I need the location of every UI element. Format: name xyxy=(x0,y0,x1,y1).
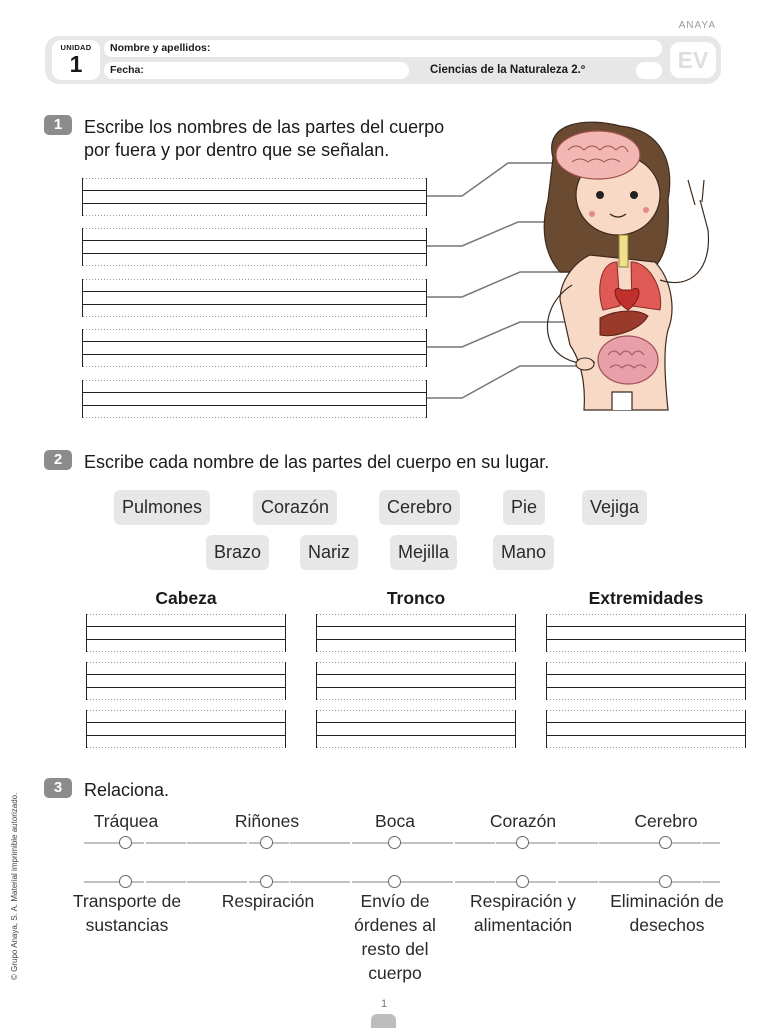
section-1-badge: 1 xyxy=(44,115,72,135)
relate-top-dot[interactable] xyxy=(119,836,132,849)
relate-top-word: Corazón xyxy=(489,811,557,831)
word-chip: Mano xyxy=(493,535,554,570)
answer-line-limbs-1[interactable] xyxy=(546,614,746,652)
pointer-hand xyxy=(427,366,580,398)
answer-line-trunk-3[interactable] xyxy=(316,710,516,748)
ev-badge: EV xyxy=(670,42,716,78)
answer-line-trunk-2[interactable] xyxy=(316,662,516,700)
section-3-instruction: Relaciona. xyxy=(84,780,170,800)
copyright-notice: © Grupo Anaya, S. A. Material imprimible autorizado. xyxy=(10,792,19,980)
page-number: 1 xyxy=(380,998,388,1010)
answer-line-limbs-2[interactable] xyxy=(546,662,746,700)
relate-bottom-word: Respiración y alimentación xyxy=(469,891,577,935)
relate-bottom-dot[interactable] xyxy=(659,875,672,888)
word-chip: Brazo xyxy=(206,535,269,570)
word-chip: Mejilla xyxy=(390,535,457,570)
section-2-instruction: Escribe cada nombre de las partes del cuerpo en su lugar. xyxy=(84,452,550,472)
word-chip: Vejiga xyxy=(582,490,647,525)
relate-bottom-word: Transporte de sustancias xyxy=(72,891,182,935)
relate-bottom-dot[interactable] xyxy=(119,875,132,888)
relate-top-word: Riñones xyxy=(234,811,300,831)
relate-top-word: Cerebro xyxy=(634,811,698,831)
relate-top-dot[interactable] xyxy=(260,836,273,849)
word-chip: Nariz xyxy=(300,535,358,570)
word-chip: Cerebro xyxy=(379,490,460,525)
column-title-limbs: Extremidades xyxy=(588,588,704,608)
relate-top-dot[interactable] xyxy=(659,836,672,849)
answer-line-head-1[interactable] xyxy=(86,614,286,652)
date-label: Fecha: xyxy=(110,64,144,76)
word-chip: Pulmones xyxy=(114,490,210,525)
word-chip: Corazón xyxy=(253,490,337,525)
answer-line-trunk-1[interactable] xyxy=(316,614,516,652)
section-2-badge: 2 xyxy=(44,450,72,470)
unit-number: 1 xyxy=(69,51,83,77)
relate-bottom-word: Envío de órdenes al resto del cuerpo xyxy=(354,891,436,983)
relate-bottom-dot[interactable] xyxy=(260,875,273,888)
body-illustration xyxy=(0,0,768,440)
relate-bottom-word: Eliminación de desechos xyxy=(610,891,724,935)
relate-bottom-dot[interactable] xyxy=(516,875,529,888)
section-3-badge: 3 xyxy=(44,778,72,798)
column-title-trunk: Tronco xyxy=(386,588,446,608)
word-chip: Pie xyxy=(503,490,545,525)
page-tab xyxy=(371,1014,396,1028)
section-1-instruction-line2: por fuera y por dentro que se señalan. xyxy=(84,140,390,160)
answer-line-limbs-3[interactable] xyxy=(546,710,746,748)
name-label: Nombre y apellidos: xyxy=(110,42,211,54)
relate-top-word: Tráquea xyxy=(93,811,159,831)
answer-line-head-2[interactable] xyxy=(86,662,286,700)
unit-label: UNIDAD xyxy=(60,43,92,52)
answer-line-head-3[interactable] xyxy=(86,710,286,748)
subject-title: Ciencias de la Naturaleza 2.º xyxy=(430,64,586,76)
relate-top-dot[interactable] xyxy=(388,836,401,849)
relate-top-word: Boca xyxy=(375,811,415,831)
publisher-logo: ANAYA xyxy=(678,20,716,31)
section-1-instruction-line1: Escribe los nombres de las partes del cuerpo xyxy=(84,117,445,137)
relate-bottom-dot[interactable] xyxy=(388,875,401,888)
relate-top-dot[interactable] xyxy=(516,836,529,849)
column-title-head: Cabeza xyxy=(155,588,217,608)
relate-bottom-word: Respiración xyxy=(221,891,315,911)
